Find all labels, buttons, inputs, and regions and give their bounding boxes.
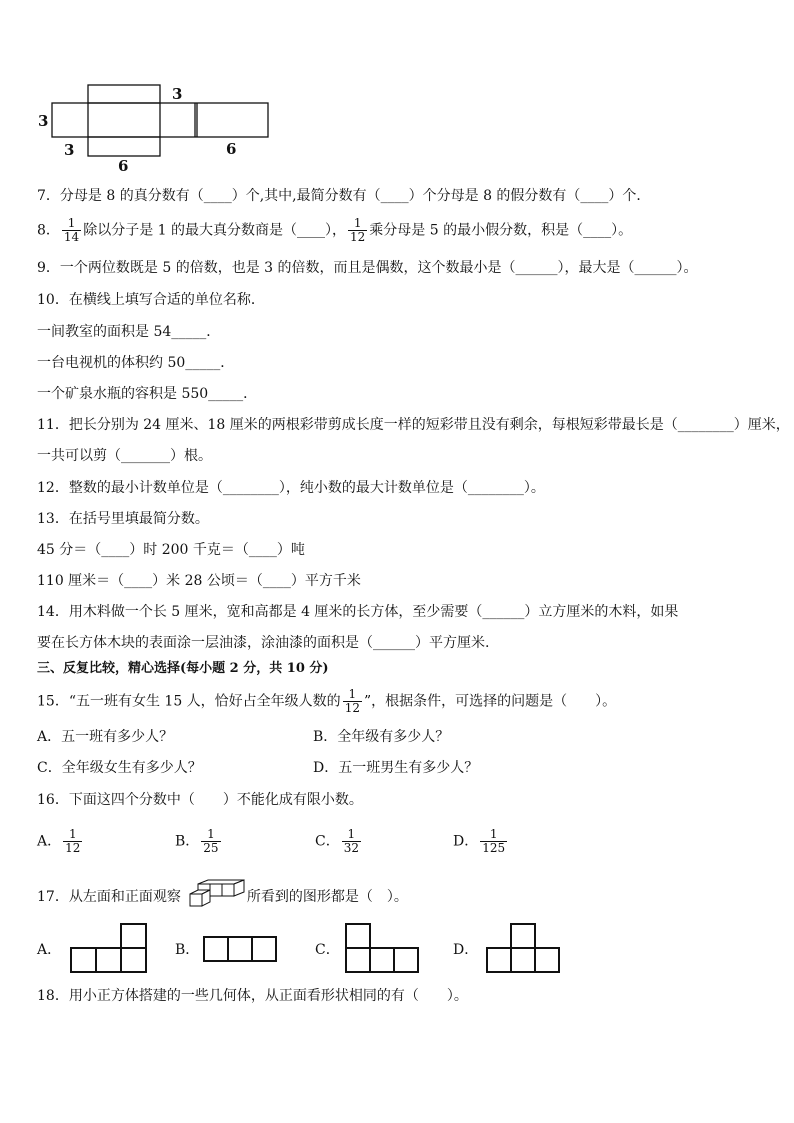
question-7: 7．分母是 8 的真分数有（____）个,其中,最简分数有（____）个分母是 8 的假分数有（____）个．	[37, 188, 651, 204]
question-10-a: 一间教室的面积是 54_____．	[37, 324, 221, 340]
q17-option-b-figure	[203, 936, 283, 966]
net-label-height: 3	[38, 112, 49, 130]
question-11-line-1: 11．把长分别为 24 厘米、18 厘米的两根彩带剪成长度一样的短彩带且没有剩余，每根短彩带最长是（________）厘米，	[37, 417, 790, 433]
net-label-right: 6	[226, 140, 237, 158]
q16-option-c[interactable]: C． $\frac{1}{32}$	[315, 827, 359, 855]
q17-option-c-label[interactable]: C．	[315, 942, 340, 958]
q17-suffix: 所看到的图形都是（ ）。	[246, 889, 408, 905]
q8-fraction-1: $\frac{1}{14}$	[63, 216, 80, 244]
q15-option-b[interactable]: B．全年级有多少人？	[313, 729, 450, 745]
q17-option-a-label[interactable]: A．	[37, 942, 62, 958]
q15-option-c[interactable]: C．全年级女生有多少人？	[37, 760, 202, 776]
question-8	[37, 217, 632, 244]
q15-option-a[interactable]: A．五一班有多少人？	[37, 729, 174, 745]
question-18: 18．用小正方体搭建的一些几何体，从正面看形状相同的有（ ）。	[37, 988, 468, 1004]
question-13: 13．在括号里填最简分数。	[37, 511, 209, 527]
question-15	[37, 688, 616, 715]
q15-fraction: $\frac{1}{12}$	[344, 687, 360, 715]
question-10: 10．在横线上填写合适的单位名称．	[37, 292, 265, 308]
net-label-bottom: 6	[118, 157, 129, 175]
q17-option-d-label[interactable]: D．	[453, 942, 479, 958]
q17-option-a-figure	[70, 922, 150, 972]
q15-option-d[interactable]: D．五一班男生有多少人？	[313, 760, 479, 776]
q15-suffix: ”，根据条件，可选择的问题是（ ）。	[363, 693, 617, 710]
question-16: 16．下面这四个分数中（ ）不能化成有限小数。	[37, 792, 363, 808]
question-14-line-1: 14．用木料做一个长 5 厘米，宽和高都是 4 厘米的长方体，至少需要（______）立方厘米的木料，如果	[37, 604, 679, 620]
q16-option-b[interactable]: B． $\frac{1}{25}$	[175, 827, 219, 855]
question-9: 9．一个两位数既是 5 的倍数，也是 3 的倍数，而且是偶数，这个数最小是（______），最大是（______）。	[37, 260, 698, 276]
question-14-line-2: 要在长方体木块的表面涂一层油漆，涂油漆的面积是（______）平方厘米.	[37, 635, 490, 651]
q8-fraction-2: $\frac{1}{12}$	[350, 216, 366, 244]
question-13-b: 110 厘米＝（____）米 28 公顷＝（____）平方千米	[37, 573, 361, 589]
net-label-top: 3	[172, 85, 183, 103]
q16-option-a[interactable]: A． $\frac{1}{12}$	[37, 827, 81, 855]
q17-option-b-label[interactable]: B．	[175, 942, 200, 958]
q17-option-c-figure	[345, 922, 425, 972]
q8-middle: 除以分子是 1 的最大真分数商是（____），	[83, 222, 347, 239]
question-10-b: 一台电视机的体积约 50_____．	[37, 355, 235, 371]
q8-prefix: 8．	[37, 222, 60, 239]
net-label-width: 3	[64, 141, 75, 159]
q8-suffix: 乘分母是 5 的最小假分数，积是（____）。	[369, 222, 633, 239]
cube-stack-icon	[188, 880, 248, 910]
question-11-line-2: 一共可以剪（_______）根。	[37, 448, 212, 464]
section-3-heading: 三、反复比较，精心选择(每小题 2 分，共 10 分)	[37, 661, 329, 676]
question-10-c: 一个矿泉水瓶的容积是 550_____．	[37, 386, 258, 402]
question-12: 12．整数的最小计数单位是（________），纯小数的最大计数单位是（________）。	[37, 480, 545, 496]
q17-option-d-figure	[486, 922, 566, 972]
q16-option-d[interactable]: D． $\frac{1}{125}$	[453, 827, 506, 855]
question-13-a: 45 分＝（____）时 200 千克＝（____）吨	[37, 542, 305, 558]
q17-prefix: 17．从左面和正面观察	[37, 889, 181, 905]
q15-prefix: 15．“五一班有女生 15 人，恰好占全年级人数的	[37, 693, 341, 710]
